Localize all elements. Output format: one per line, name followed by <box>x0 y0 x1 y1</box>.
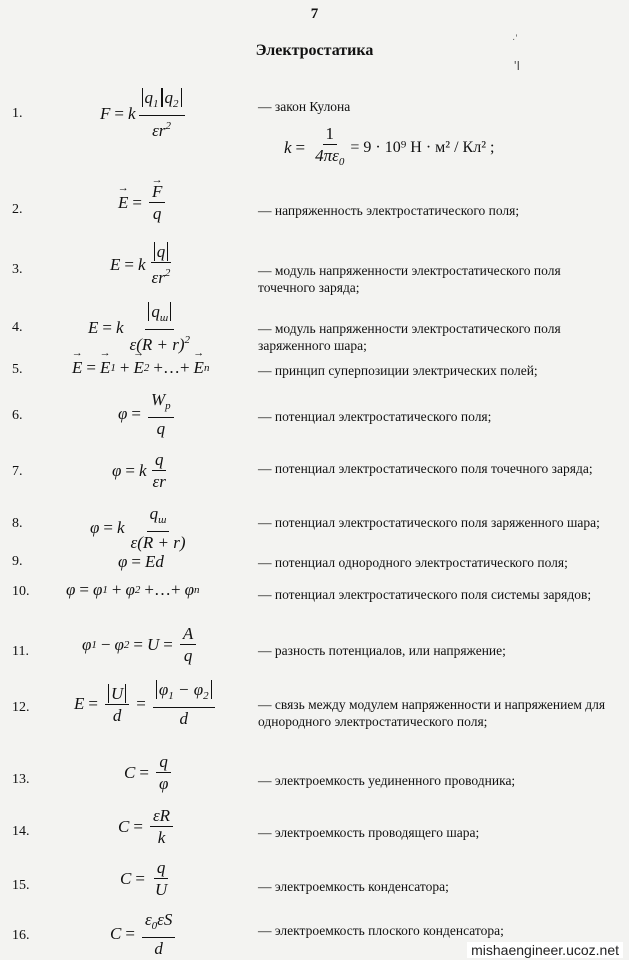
item-number: 6. <box>12 408 23 423</box>
coulomb-constant-value: = 9 · 10⁹ Н · м² / Кл² ; <box>350 139 495 156</box>
field-strength-formula: → E = → $\frac{F}{q}$ <box>118 182 168 223</box>
point-charge-field-formula: E = k $\frac{q}{\varepsilon r^2}$ <box>110 242 171 287</box>
uniform-field-potential-formula: φ = Ed <box>118 552 164 571</box>
item-description: — потенциал электростатического поля; <box>258 409 492 424</box>
item-description: — потенциал электростатического поля заряженного шара; <box>258 515 600 530</box>
scan-speck: ·ʼ <box>512 34 518 45</box>
item-description: — связь между модулем напряженности и напряжением для однородного электростатического поля; <box>258 697 606 729</box>
potential-formula: φ = $\frac{W_p}{q}$ <box>118 390 177 438</box>
charged-sphere-potential-formula: φ = k $\frac{q_ш}{\varepsilon(R + r)}$ <box>90 504 186 552</box>
page-number: 7 <box>310 6 319 22</box>
item-description: — напряженность электростатического поля; <box>258 203 520 218</box>
coulomb-law-formula: F = k $\frac{q_1 q_2}{\varepsilon r^2}$ <box>100 88 188 140</box>
item-description: — потенциал однородного электростатического поля; <box>258 555 568 570</box>
item-number: 3. <box>12 262 23 277</box>
item-number: 8. <box>12 516 23 531</box>
scan-speck: 'I <box>514 58 521 73</box>
item-description: — потенциал электростатического поля системы зарядов; <box>258 587 592 602</box>
item-number: 2. <box>12 202 23 217</box>
potential-difference-formula: φ 1 − φ 2 = U = $\frac{A}{q}$ <box>82 624 199 665</box>
isolated-conductor-capacitance-formula: C = $\frac{q}{\varphi}$ <box>124 752 174 793</box>
item-number: 7. <box>12 464 23 479</box>
item-description: — модуль напряженности электростатического поля точечного заряда; <box>258 263 561 295</box>
page-title: Электростатика <box>255 42 374 59</box>
item-description: — потенциал электростатического поля точечного заряда; <box>258 461 593 476</box>
item-number: 13. <box>12 772 30 787</box>
item-description: — электроемкость проводящего шара; <box>258 825 480 840</box>
item-description: — закон Кулона <box>258 99 351 114</box>
point-charge-potential-formula: φ = k $\frac{q}{\varepsilon r}$ <box>112 450 166 491</box>
item-description: — электроемкость плоского конденсатора; <box>258 923 504 938</box>
item-number: 5. <box>12 362 23 377</box>
plate-capacitor-capacitance-formula: C = $\frac{\varepsilon_0\varepsilon S}{d}$ <box>110 910 178 958</box>
item-number: 14. <box>12 824 30 839</box>
coulomb-constant-formula: k = $\frac{1}{4\pi\varepsilon_0}$ = 9 · 10⁹ Н · м² / Кл² ; <box>284 124 495 168</box>
item-number: 15. <box>12 878 30 893</box>
item-number: 1. <box>12 106 23 121</box>
system-potential-formula: φ = φ 1 + φ 2 +…+ φ n <box>66 580 200 599</box>
field-voltage-relation-formula: E = $\frac{U}{d}$ = $\frac{\varphi_1 - \varphi_2}{d}$ <box>74 680 218 728</box>
capacitor-capacitance-formula: C = $\frac{q}{U}$ <box>120 858 168 899</box>
item-number: 11. <box>12 644 29 659</box>
item-number: 4. <box>12 320 23 335</box>
charged-sphere-field-formula: E = k $\frac{q_ш}{\varepsilon(R + r)^2}$ <box>88 302 191 354</box>
item-description: — электроемкость уединенного проводника; <box>258 773 516 788</box>
site-watermark: mishaengineer.ucoz.net <box>467 942 623 958</box>
item-number: 9. <box>12 554 23 569</box>
item-number: 16. <box>12 928 30 943</box>
superposition-formula: → E = → E 1 + → E 2 +…+ → E n <box>72 358 209 378</box>
item-number: 12. <box>12 700 30 715</box>
sphere-capacitance-formula: C = $\frac{\varepsilon R}{k}$ <box>118 806 176 847</box>
item-description: — модуль напряженности электростатического поля заряженного шара; <box>258 321 561 353</box>
item-description: — принцип суперпозиции электрических полей; <box>258 363 538 378</box>
item-description: — разность потенциалов, или напряжение; <box>258 643 506 658</box>
item-number: 10. <box>12 584 30 599</box>
item-description: — электроемкость конденсатора; <box>258 879 449 894</box>
